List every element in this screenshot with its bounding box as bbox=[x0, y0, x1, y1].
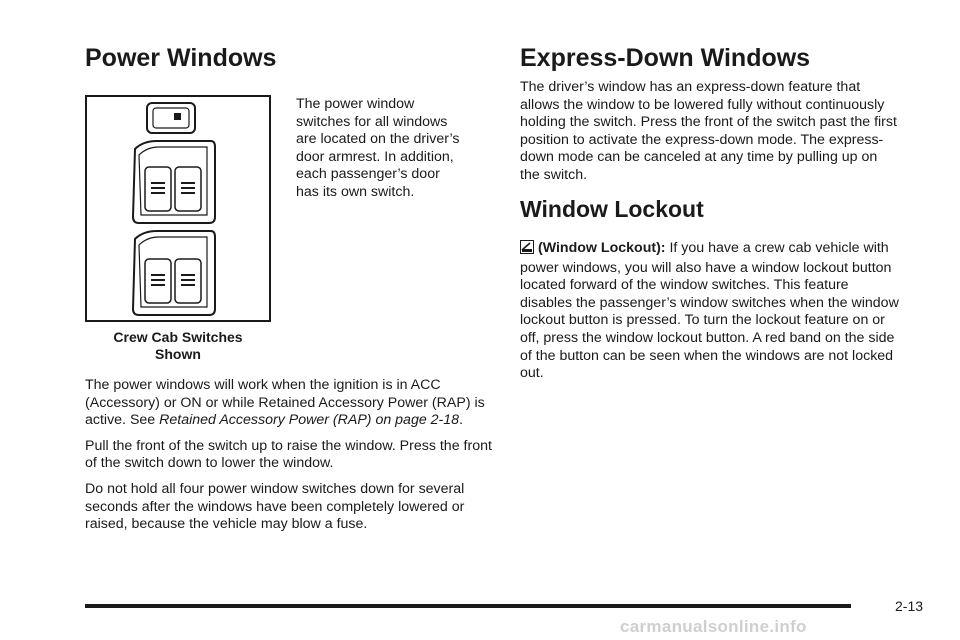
switch-illustration bbox=[85, 95, 271, 322]
footer-rule bbox=[85, 604, 851, 608]
power-window-switch-icon bbox=[87, 97, 269, 320]
window-lockout-text: (Window Lockout): If you have a crew cab vehicle with power windows, you will also have a window lockout button located forward of the window switches. This feature disables the passenger’s window switches when the window lockout button is pressed. To turn the lockout feature on or off, press the window lockout button. A red band on the side of the button can be seen when the windows are not locked out. bbox=[520, 240, 899, 382]
page-number: 2-13 bbox=[895, 598, 924, 614]
rap-reference-link[interactable]: Retained Accessory Power (RAP) on page 2-18 bbox=[159, 412, 460, 429]
express-down-heading: Express-Down Windows bbox=[520, 44, 811, 72]
express-down-text: The driver’s window has an express-down feature that allows the window to be lowered fully without continuously holding the switch. Press the front of the switch past the first position to activate the express-down mode. The express-down mode can be canceled at any time by pulling up on the switch. bbox=[520, 79, 897, 183]
power-windows-body bbox=[85, 377, 497, 542]
window-lockout-icon bbox=[520, 240, 534, 260]
fuse-warning-paragraph: Do not hold all four power window switches down for several seconds after the windows have been completely lowered or raised, because the vehicle may blow a fuse. bbox=[85, 480, 465, 533]
page-title: Power Windows bbox=[85, 44, 277, 72]
watermark: carmanualsonline.info bbox=[620, 617, 807, 636]
window-lockout-heading: Window Lockout bbox=[520, 196, 704, 222]
figure-caption: Crew Cab Switches Shown bbox=[113, 329, 243, 362]
ignition-paragraph: The power windows will work when the ignition is in ACC (Accessory) or ON or while Retained Accessory Power (RAP) is active. See Retained Accessory Power (RAP) on page 2-18. bbox=[85, 377, 485, 429]
intro-text: The power window switches for all windows are located on the driver’s door armrest. In addition, each passenger’s door has its own switch. bbox=[296, 96, 460, 200]
raise-lower-paragraph: Pull the front of the switch up to raise the window. Press the front of the switch down to lower the window. bbox=[85, 437, 492, 472]
